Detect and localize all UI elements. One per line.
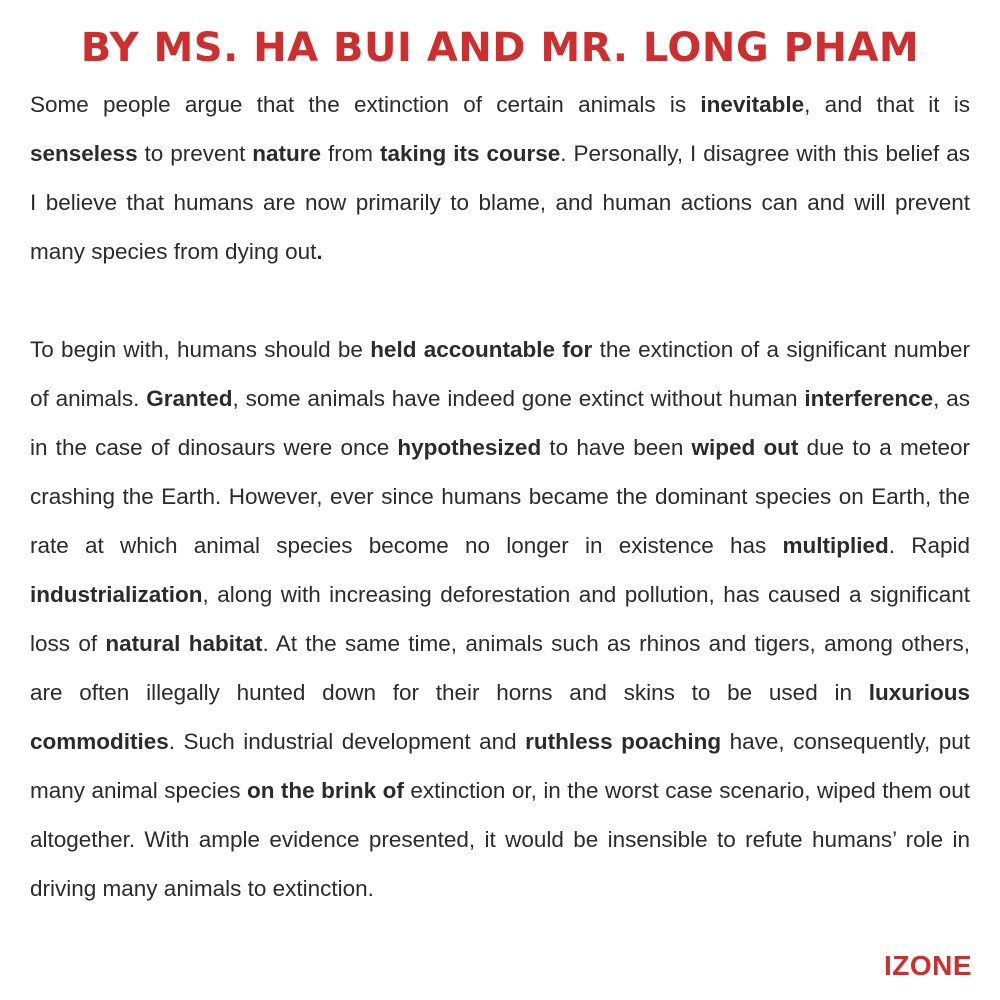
bold-phrase: multiplied: [782, 533, 889, 558]
text-segment: , and that it is: [804, 92, 971, 117]
bold-phrase: held accountable for: [370, 337, 593, 362]
bold-phrase: .: [316, 239, 323, 264]
bold-phrase: hypothesized: [397, 435, 542, 460]
text-segment: . Such industrial development and: [168, 729, 526, 754]
text-segment: . At the same time, animals such as rhinos and tigers, among others, are often illegally hunted down for their horns and skins to be used in: [30, 631, 970, 705]
text-segment: extinction or, in the worst case scenario, wiped them out altogether. With ample evidence presented, it would be insensible to refute humans’ role in driving many animals to extinction.: [30, 778, 970, 901]
text-segment: to prevent: [137, 141, 253, 166]
essay-paragraph: [30, 80, 970, 276]
bold-phrase: taking its course: [380, 141, 561, 166]
text-segment: , as in the case of dinosaurs were once: [30, 386, 970, 460]
text-segment: To begin with, humans should be: [30, 337, 371, 362]
text-segment: , some animals have indeed gone extinct without human: [232, 386, 805, 411]
bold-phrase: natural habitat: [105, 631, 263, 656]
text-segment: , along with increasing deforestation and pollution, has caused a significant loss of: [30, 582, 970, 656]
bold-phrase: interference: [804, 386, 934, 411]
text-segment: . Personally, I disagree with this belief as I believe that humans are now primarily to blame, and human actions can and will prevent many species from dying out: [30, 141, 970, 264]
bold-phrase: inevitable: [700, 92, 805, 117]
text-segment: . Rapid: [888, 533, 970, 558]
bold-phrase: nature: [252, 141, 322, 166]
essay-paragraph: [30, 325, 970, 913]
bold-phrase: senseless: [30, 141, 138, 166]
page-title: BY MS. HA BUI AND MR. LONG PHAM: [80, 25, 920, 71]
text-segment: have, consequently, put many animal species: [30, 729, 970, 803]
text-segment: due to a meteor crashing the Earth. However, ever since humans became the dominant species on Earth, the rate at which animal species become no longer in existence has: [30, 435, 970, 558]
text-segment: Some people argue that the extinction of certain animals is: [30, 92, 701, 117]
bold-phrase: luxurious commodities: [30, 680, 970, 754]
text-segment: the extinction of a significant number of animals.: [30, 337, 970, 411]
brand-logo: IZONE: [883, 950, 972, 981]
bold-phrase: ruthless poaching: [525, 729, 722, 754]
bold-phrase: wiped out: [691, 435, 799, 460]
text-segment: to have been: [541, 435, 692, 460]
essay-body: [30, 80, 970, 913]
bold-phrase: industrialization: [30, 582, 203, 607]
text-segment: from: [321, 141, 380, 166]
bold-phrase: Granted: [146, 386, 233, 411]
bold-phrase: on the brink of: [246, 778, 404, 803]
